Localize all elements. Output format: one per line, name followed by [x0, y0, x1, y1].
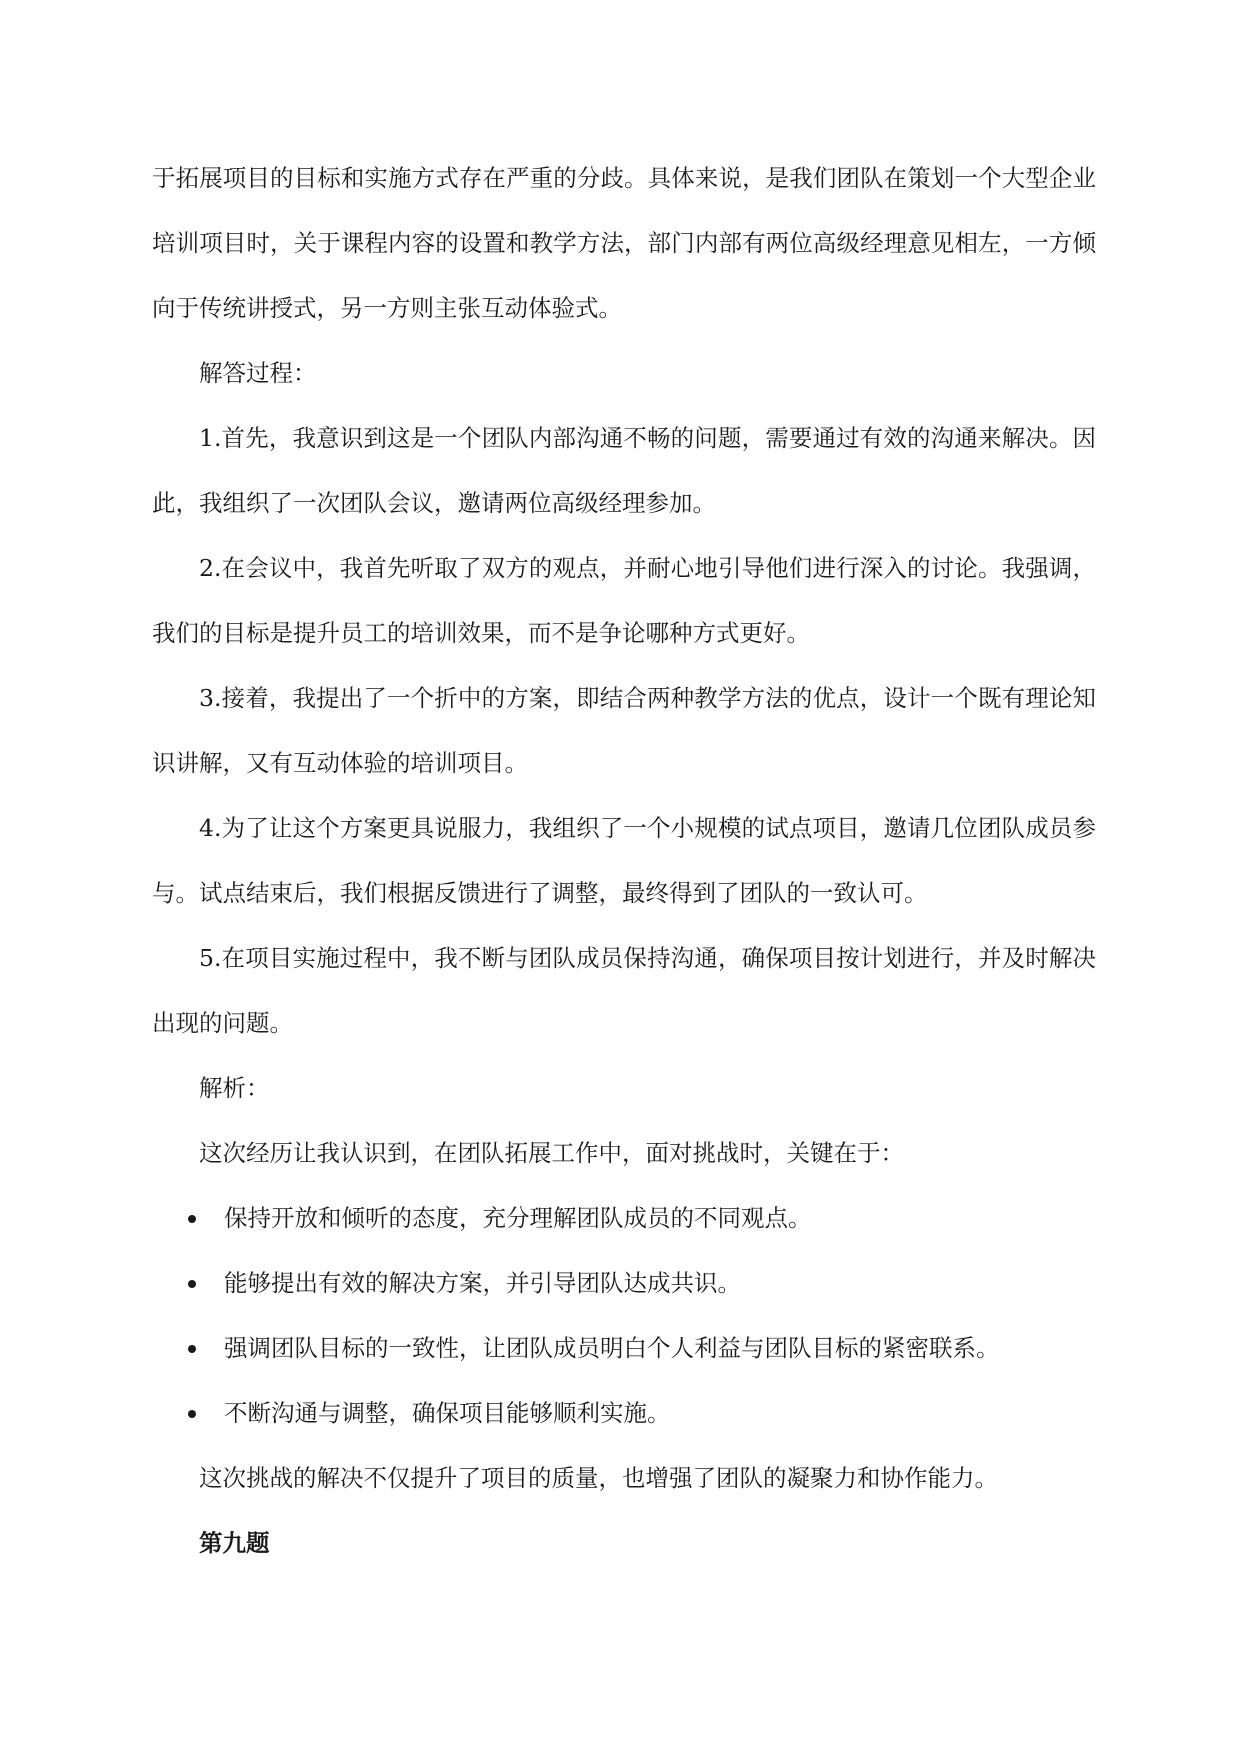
process-label: 解答过程： [199, 359, 317, 387]
list-item-text: 强调团队目标的一致性，让团队成员明白个人利益与团队目标的紧密联系。 [224, 1334, 1000, 1362]
list-item [152, 1251, 1096, 1316]
conclusion-paragraph: 这次挑战的解决不仅提升了项目的质量，也增强了团队的凝聚力和协作能力。 [199, 1464, 998, 1492]
list-item [152, 1316, 1096, 1381]
analysis-intro: 这次经历让我认识到，在团队拓展工作中，面对挑战时，关键在于： [199, 1139, 904, 1167]
list-item-text: 不断沟通与调整，确保项目能够顺利实施。 [224, 1399, 671, 1427]
step-paragraph: 5.在项目实施过程中，我不断与团队成员保持沟通，确保项目按计划进行，并及时解决出现的问题。 [152, 944, 1096, 1037]
section-heading: 第九题 [199, 1529, 270, 1557]
list-item [152, 1186, 1096, 1251]
list-item-text: 保持开放和倾听的态度，充分理解团队成员的不同观点。 [224, 1204, 812, 1232]
step-paragraph: 1.首先，我意识到这是一个团队内部沟通不畅的问题，需要通过有效的沟通来解决。因此，我组织了一次团队会议，邀请两位高级经理参加。 [152, 424, 1096, 517]
bullet-icon [188, 1345, 196, 1353]
bullet-list [152, 1186, 1096, 1446]
bullet-icon [188, 1280, 196, 1288]
list-item [152, 1381, 1096, 1446]
bullet-icon [188, 1215, 196, 1223]
step-paragraph: 3.接着，我提出了一个折中的方案，即结合两种教学方法的优点，设计一个既有理论知识讲解，又有互动体验的培训项目。 [152, 684, 1096, 777]
document-page [152, 146, 1096, 1576]
intro-paragraph: 于拓展项目的目标和实施方式存在严重的分歧。具体来说，是我们团队在策划一个大型企业培训项目时，关于课程内容的设置和教学方法，部门内部有两位高级经理意见相左，一方倾向于传统讲授式，另一方则主张互动体验式。 [152, 164, 1096, 322]
step-paragraph: 2.在会议中，我首先听取了双方的观点，并耐心地引导他们进行深入的讨论。我强调，我们的目标是提升员工的培训效果，而不是争论哪种方式更好。 [152, 554, 1096, 647]
analysis-label: 解析： [199, 1074, 270, 1102]
step-paragraph: 4.为了让这个方案更具说服力，我组织了一个小规模的试点项目，邀请几位团队成员参与。试点结束后，我们根据反馈进行了调整，最终得到了团队的一致认可。 [152, 814, 1096, 907]
bullet-icon [188, 1410, 196, 1418]
list-item-text: 能够提出有效的解决方案，并引导团队达成共识。 [224, 1269, 741, 1297]
